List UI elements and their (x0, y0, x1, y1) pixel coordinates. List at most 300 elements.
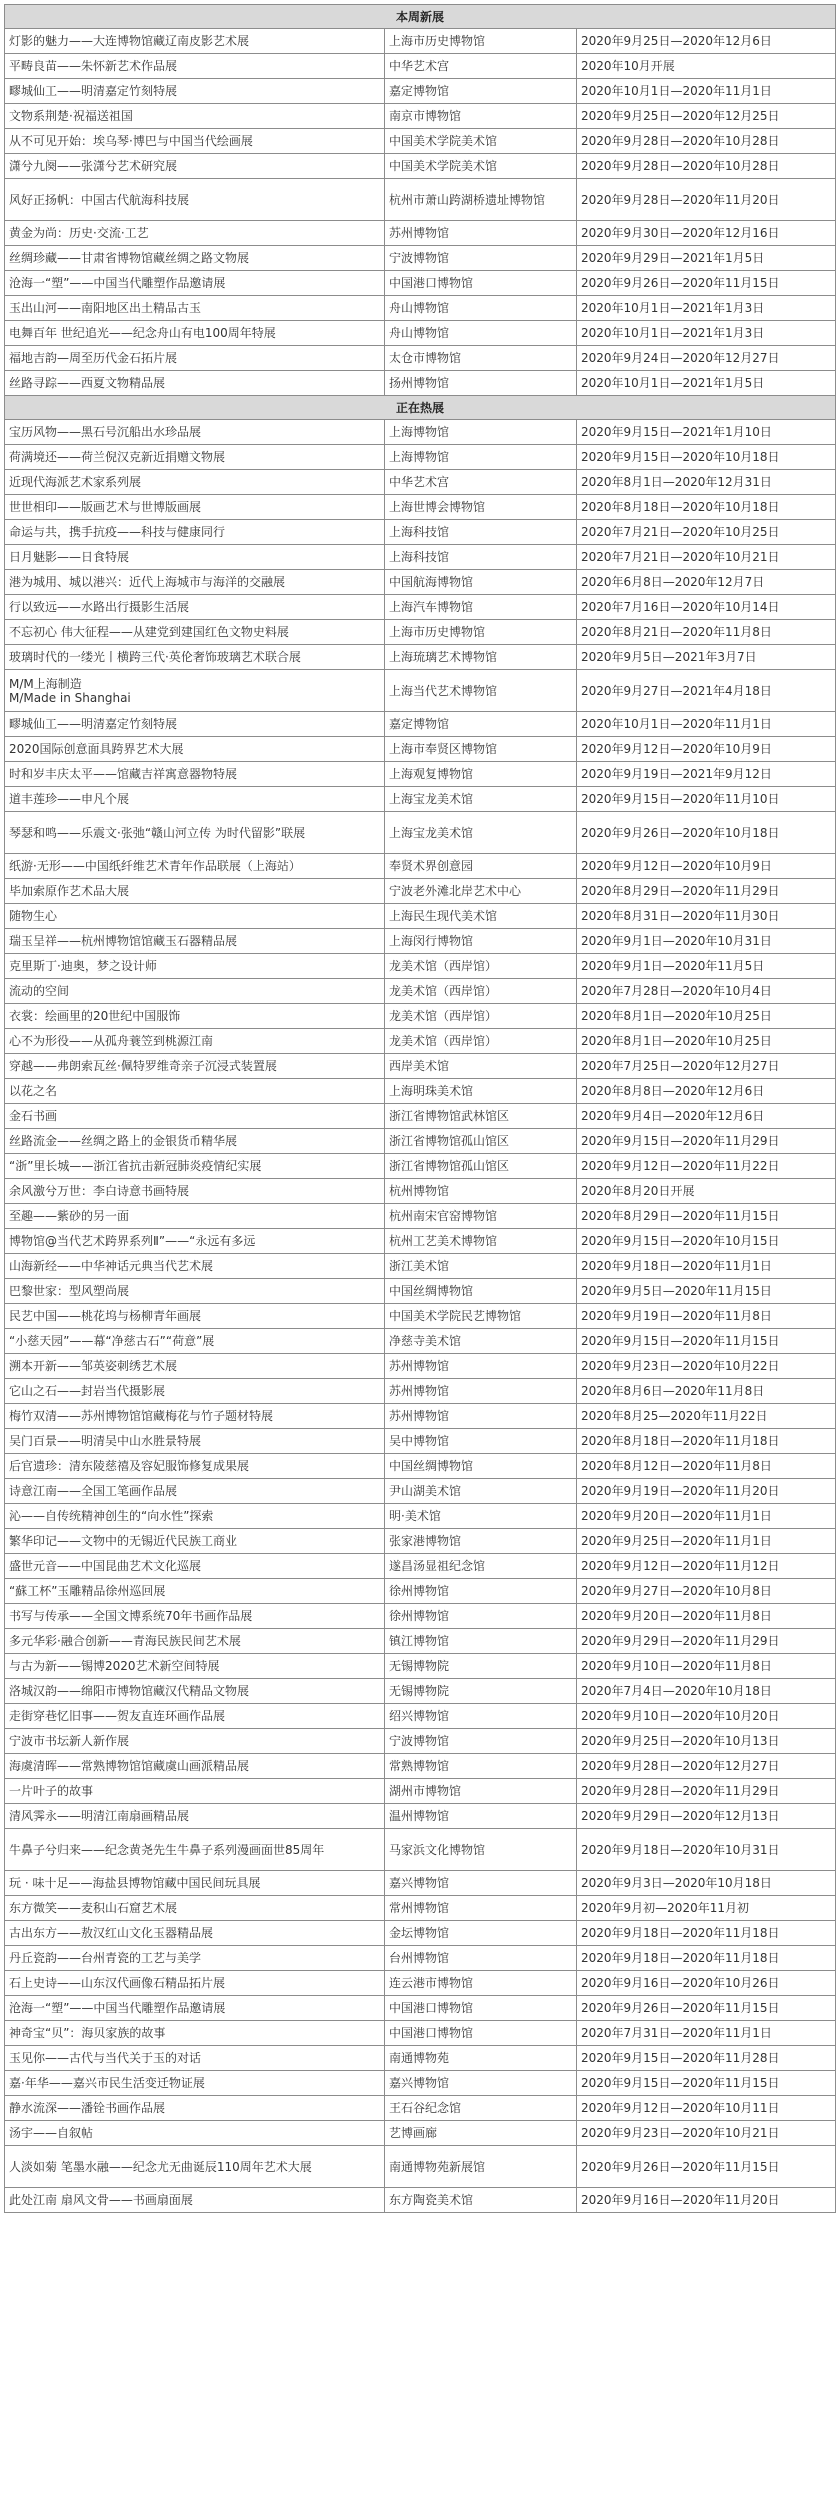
venue: 中国港口博物馆 (385, 271, 577, 296)
venue: 中国美术学院民艺博物馆 (385, 1304, 577, 1329)
venue: 中国港口博物馆 (385, 2021, 577, 2046)
exhibition-name: 时和岁丰庆太平——馆藏吉祥寓意器物特展 (5, 762, 385, 787)
exhibition-name: 福地吉韵—周至历代金石拓片展 (5, 346, 385, 371)
exhibition-name: 黄金为尚：历史·交流·工艺 (5, 221, 385, 246)
table-row (5, 271, 836, 296)
venue: 镇江博物馆 (385, 1629, 577, 1654)
table-row (5, 1229, 836, 1254)
table-row (5, 904, 836, 929)
exhibition-dates: 2020年9月15日—2020年11月28日 (577, 2046, 836, 2071)
exhibition-name: 吴门百景——明清吴中山水胜景特展 (5, 1429, 385, 1454)
exhibition-name: 牛鼻子兮归来——纪念黄尧先生牛鼻子系列漫画面世85周年 (5, 1829, 385, 1871)
table-row (5, 495, 836, 520)
exhibition-dates: 2020年7月31日—2020年11月1日 (577, 2021, 836, 2046)
table-row (5, 1429, 836, 1454)
table-row (5, 645, 836, 670)
exhibition-dates: 2020年9月26日—2020年10月18日 (577, 812, 836, 854)
venue: 上海观复博物馆 (385, 762, 577, 787)
table-row (5, 1379, 836, 1404)
venue: 扬州博物馆 (385, 371, 577, 396)
exhibition-name: 瑞玉呈祥——杭州博物馆馆藏玉石器精品展 (5, 929, 385, 954)
exhibition-name: 丝路寻踪——西夏文物精品展 (5, 371, 385, 396)
venue: 东方陶瓷美术馆 (385, 2188, 577, 2213)
table-row (5, 1329, 836, 1354)
exhibition-name: 书写与传承——全国文博系统70年书画作品展 (5, 1604, 385, 1629)
exhibition-dates: 2020年9月15日—2020年10月15日 (577, 1229, 836, 1254)
table-row (5, 179, 836, 221)
table-row (5, 371, 836, 396)
exhibition-dates: 2020年10月1日—2021年1月5日 (577, 371, 836, 396)
venue: 南通博物苑新展馆 (385, 2146, 577, 2188)
exhibition-dates: 2020年9月16日—2020年10月26日 (577, 1971, 836, 1996)
venue: 上海宝龙美术馆 (385, 812, 577, 854)
exhibition-name: 余风激兮万世：李白诗意书画特展 (5, 1179, 385, 1204)
exhibition-dates: 2020年9月26日—2020年11月15日 (577, 271, 836, 296)
venue: 上海明珠美术馆 (385, 1079, 577, 1104)
exhibition-dates: 2020年10月1日—2020年11月1日 (577, 79, 836, 104)
exhibition-name: 命运与共，携手抗疫——科技与健康同行 (5, 520, 385, 545)
exhibition-name: 世世相印——版画艺术与世博版画展 (5, 495, 385, 520)
exhibition-name: 文物系荆楚·祝福送祖国 (5, 104, 385, 129)
venue: 明·美术馆 (385, 1504, 577, 1529)
exhibition-name: 玉出山河——南阳地区出土精品古玉 (5, 296, 385, 321)
table-row (5, 246, 836, 271)
venue: 杭州工艺美术博物馆 (385, 1229, 577, 1254)
venue: 金坛博物馆 (385, 1921, 577, 1946)
venue: 杭州市萧山跨湖桥遗址博物馆 (385, 179, 577, 221)
table-row (5, 520, 836, 545)
exhibition-dates: 2020年7月21日—2020年10月25日 (577, 520, 836, 545)
exhibition-name: 走街穿巷忆旧事——贺友直连环画作品展 (5, 1704, 385, 1729)
table-row (5, 1921, 836, 1946)
table-row (5, 737, 836, 762)
venue: 龙美术馆（西岸馆） (385, 979, 577, 1004)
exhibition-name: 琴瑟和鸣——乐震文·张弛“赣山河立传 为时代留影”联展 (5, 812, 385, 854)
exhibition-name: 盛世元音——中国昆曲艺术文化巡展 (5, 1554, 385, 1579)
venue: 上海民生现代美术馆 (385, 904, 577, 929)
exhibition-name: 丝绸珍藏——甘肃省博物馆藏丝绸之路文物展 (5, 246, 385, 271)
exhibition-table (4, 4, 836, 2213)
venue: 奉贤术界创意园 (385, 854, 577, 879)
table-row (5, 812, 836, 854)
exhibition-dates: 2020年7月25日—2020年12月27日 (577, 1054, 836, 1079)
venue: 浙江省博物馆孤山馆区 (385, 1154, 577, 1179)
exhibition-dates: 2020年7月16日—2020年10月14日 (577, 595, 836, 620)
venue: 苏州博物馆 (385, 221, 577, 246)
exhibition-dates: 2020年9月15日—2020年10月18日 (577, 445, 836, 470)
exhibition-name: 沁——自传统精神创生的“向水性”探索 (5, 1504, 385, 1529)
exhibition-dates: 2020年8月20日开展 (577, 1179, 836, 1204)
table-row (5, 595, 836, 620)
table-row (5, 2121, 836, 2146)
exhibition-dates: 2020年9月10日—2020年11月8日 (577, 1654, 836, 1679)
exhibition-dates: 2020年8月12日—2020年11月8日 (577, 1454, 836, 1479)
table-row (5, 1304, 836, 1329)
table-row (5, 1029, 836, 1054)
table-row (5, 1604, 836, 1629)
table-row (5, 1354, 836, 1379)
exhibition-name: 梅竹双清——苏州博物馆馆藏梅花与竹子题材特展 (5, 1404, 385, 1429)
exhibition-dates: 2020年9月27日—2020年10月8日 (577, 1579, 836, 1604)
table-row (5, 1704, 836, 1729)
exhibition-name: 从不可见开始：埃乌琴·博巴与中国当代绘画展 (5, 129, 385, 154)
exhibition-name: 荷满境还——荷兰倪汉克新近捐赠文物展 (5, 445, 385, 470)
exhibition-dates: 2020年8月21日—2020年11月8日 (577, 620, 836, 645)
exhibition-dates: 2020年9月29日—2020年11月29日 (577, 1629, 836, 1654)
venue: 南通博物苑 (385, 2046, 577, 2071)
exhibition-dates: 2020年9月28日—2020年12月27日 (577, 1754, 836, 1779)
venue: 上海市历史博物馆 (385, 29, 577, 54)
exhibition-name: 衣裳：绘画里的20世纪中国服饰 (5, 1004, 385, 1029)
exhibition-name: 以花之名 (5, 1079, 385, 1104)
table-row (5, 570, 836, 595)
venue: 中国美术学院美术馆 (385, 154, 577, 179)
exhibition-name: 不忘初心 伟大征程——从建党到建国红色文物史料展 (5, 620, 385, 645)
exhibition-name: 嘉·年华——嘉兴市民生活变迁物证展 (5, 2071, 385, 2096)
table-row (5, 1204, 836, 1229)
venue: 苏州博物馆 (385, 1379, 577, 1404)
venue: 无锡博物院 (385, 1679, 577, 1704)
table-row (5, 1179, 836, 1204)
exhibition-dates: 2020年9月18日—2020年11月1日 (577, 1254, 836, 1279)
exhibition-name: 流动的空间 (5, 979, 385, 1004)
venue: 上海宝龙美术馆 (385, 787, 577, 812)
exhibition-name: 东方微笑——麦积山石窟艺术展 (5, 1896, 385, 1921)
exhibition-name: 汤宇——自叙帖 (5, 2121, 385, 2146)
exhibition-dates: 2020年10月1日—2021年1月3日 (577, 296, 836, 321)
venue: 浙江省博物馆武林馆区 (385, 1104, 577, 1129)
exhibition-name: 港为城用、城以港兴：近代上海城市与海洋的交融展 (5, 570, 385, 595)
exhibition-name: 山海新经——中华神话元典当代艺术展 (5, 1254, 385, 1279)
table-row (5, 545, 836, 570)
venue: 中国丝绸博物馆 (385, 1279, 577, 1304)
exhibition-name: 金石书画 (5, 1104, 385, 1129)
exhibition-dates: 2020年9月29日—2020年12月13日 (577, 1804, 836, 1829)
table-row (5, 1871, 836, 1896)
venue: 嘉定博物馆 (385, 79, 577, 104)
table-row (5, 1054, 836, 1079)
venue: 连云港市博物馆 (385, 1971, 577, 1996)
table-row (5, 129, 836, 154)
venue: 上海市奉贤区博物馆 (385, 737, 577, 762)
exhibition-name: 玻璃时代的一缕光丨横跨三代·英伦奢饰玻璃艺术联合展 (5, 645, 385, 670)
table-row (5, 1404, 836, 1429)
venue: 嘉兴博物馆 (385, 2071, 577, 2096)
table-row (5, 1654, 836, 1679)
exhibition-dates: 2020年8月8日—2020年12月6日 (577, 1079, 836, 1104)
exhibition-dates: 2020年9月5日—2021年3月7日 (577, 645, 836, 670)
venue: 宁波博物馆 (385, 246, 577, 271)
exhibition-name: 近现代海派艺术家系列展 (5, 470, 385, 495)
table-row (5, 420, 836, 445)
exhibition-name: 日月魅影——日食特展 (5, 545, 385, 570)
exhibition-name: 神奇宝“贝”：海贝家族的故事 (5, 2021, 385, 2046)
table-row (5, 787, 836, 812)
exhibition-dates: 2020年9月26日—2020年11月15日 (577, 1996, 836, 2021)
exhibition-dates: 2020年9月23日—2020年10月22日 (577, 1354, 836, 1379)
exhibition-name: 博物馆@当代艺术跨界系列Ⅱ”——“永远有多远 (5, 1229, 385, 1254)
exhibition-dates: 2020年10月开展 (577, 54, 836, 79)
exhibition-dates: 2020年9月19日—2020年11月8日 (577, 1304, 836, 1329)
exhibition-name: 巴黎世家：型风塑尚展 (5, 1279, 385, 1304)
exhibition-name: 它山之石——封岩当代摄影展 (5, 1379, 385, 1404)
venue: 中国丝绸博物馆 (385, 1454, 577, 1479)
exhibition-name: 风好正扬帆：中国古代航海科技展 (5, 179, 385, 221)
venue: 苏州博物馆 (385, 1404, 577, 1429)
exhibition-name: 一片叶子的故事 (5, 1779, 385, 1804)
venue: 太仓市博物馆 (385, 346, 577, 371)
table-row (5, 2021, 836, 2046)
venue: 遂昌汤显祖纪念馆 (385, 1554, 577, 1579)
table-row (5, 1279, 836, 1304)
exhibition-name: 诗意江南——全国工笔画作品展 (5, 1479, 385, 1504)
table-row (5, 1554, 836, 1579)
table-row (5, 854, 836, 879)
exhibition-dates: 2020年6月8日—2020年12月7日 (577, 570, 836, 595)
exhibition-dates: 2020年10月1日—2021年1月3日 (577, 321, 836, 346)
exhibition-dates: 2020年9月12日—2020年10月9日 (577, 854, 836, 879)
exhibition-name: 沧海一“塑”——中国当代雕塑作品邀请展 (5, 1996, 385, 2021)
table-row (5, 1779, 836, 1804)
exhibition-name: 疁城仙工——明清嘉定竹刻特展 (5, 712, 385, 737)
table-row (5, 2146, 836, 2188)
exhibition-dates: 2020年8月29日—2020年11月15日 (577, 1204, 836, 1229)
exhibition-dates: 2020年9月20日—2020年11月1日 (577, 1504, 836, 1529)
venue: 中华艺术宫 (385, 470, 577, 495)
table-row (5, 670, 836, 712)
table-row (5, 1829, 836, 1871)
venue: 吴中博物馆 (385, 1429, 577, 1454)
section-title: 正在热展 (5, 396, 836, 420)
exhibition-dates: 2020年8月29日—2020年11月29日 (577, 879, 836, 904)
venue: 徐州博物馆 (385, 1579, 577, 1604)
venue: 台州博物馆 (385, 1946, 577, 1971)
venue: 上海科技馆 (385, 545, 577, 570)
venue: 温州博物馆 (385, 1804, 577, 1829)
venue: 中华艺术宫 (385, 54, 577, 79)
venue: 上海汽车博物馆 (385, 595, 577, 620)
exhibition-name: “蘇工杯”玉雕精品徐州巡回展 (5, 1579, 385, 1604)
exhibition-name: 丝路流金——丝绸之路上的金银货币精华展 (5, 1129, 385, 1154)
exhibition-dates: 2020年9月28日—2020年10月28日 (577, 129, 836, 154)
exhibition-dates: 2020年9月25日—2020年12月6日 (577, 29, 836, 54)
exhibition-name: M/M上海制造 M/Made in Shanghai (5, 670, 385, 712)
exhibition-name: 宝历风物——黑石号沉船出水珍品展 (5, 420, 385, 445)
exhibition-name: 2020国际创意面具跨界艺术大展 (5, 737, 385, 762)
exhibition-name: 宁波市书坛新人新作展 (5, 1729, 385, 1754)
exhibition-listing (4, 4, 835, 2213)
exhibition-dates: 2020年9月1日—2020年10月31日 (577, 929, 836, 954)
table-row (5, 1004, 836, 1029)
venue: 杭州南宋官窑博物馆 (385, 1204, 577, 1229)
venue: 舟山博物馆 (385, 296, 577, 321)
table-row (5, 29, 836, 54)
venue: 绍兴博物馆 (385, 1704, 577, 1729)
exhibition-name: 疁城仙工——明清嘉定竹刻特展 (5, 79, 385, 104)
venue: 王石谷纪念馆 (385, 2096, 577, 2121)
venue: 上海博物馆 (385, 445, 577, 470)
table-row (5, 1154, 836, 1179)
venue: 龙美术馆（西岸馆） (385, 1004, 577, 1029)
table-row (5, 1579, 836, 1604)
exhibition-dates: 2020年9月29日—2021年1月5日 (577, 246, 836, 271)
venue: 湖州市博物馆 (385, 1779, 577, 1804)
table-row (5, 2188, 836, 2213)
exhibition-dates: 2020年9月18日—2020年11月18日 (577, 1946, 836, 1971)
venue: 常州博物馆 (385, 1896, 577, 1921)
exhibition-name: 行以致远——水路出行摄影生活展 (5, 595, 385, 620)
venue: 上海当代艺术博物馆 (385, 670, 577, 712)
table-row (5, 1996, 836, 2021)
exhibition-dates: 2020年9月15日—2020年11月15日 (577, 2071, 836, 2096)
table-row (5, 79, 836, 104)
table-row (5, 104, 836, 129)
exhibition-name: 至趣——紫砂的另一面 (5, 1204, 385, 1229)
table-row (5, 445, 836, 470)
section-header (5, 396, 836, 420)
exhibition-dates: 2020年9月12日—2020年11月12日 (577, 1554, 836, 1579)
exhibition-dates: 2020年9月3日—2020年10月18日 (577, 1871, 836, 1896)
table-row (5, 470, 836, 495)
exhibition-name: 丹丘瓷韵——台州青瓷的工艺与美学 (5, 1946, 385, 1971)
venue: 中国航海博物馆 (385, 570, 577, 595)
exhibition-dates: 2020年9月25日—2020年12月25日 (577, 104, 836, 129)
venue: 杭州博物馆 (385, 1179, 577, 1204)
venue: 尹山湖美术馆 (385, 1479, 577, 1504)
table-row (5, 762, 836, 787)
venue: 上海琉璃艺术博物馆 (385, 645, 577, 670)
exhibition-dates: 2020年9月30日—2020年12月16日 (577, 221, 836, 246)
exhibition-name: 与古为新——锡博2020艺术新空间特展 (5, 1654, 385, 1679)
venue: 龙美术馆（西岸馆） (385, 954, 577, 979)
venue: 西岸美术馆 (385, 1054, 577, 1079)
exhibition-dates: 2020年8月25—2020年11月22日 (577, 1404, 836, 1429)
table-row (5, 2096, 836, 2121)
exhibition-name: 民艺中国——桃花坞与杨柳青年画展 (5, 1304, 385, 1329)
exhibition-dates: 2020年9月24日—2020年12月27日 (577, 346, 836, 371)
table-row (5, 2046, 836, 2071)
exhibition-dates: 2020年9月12日—2020年11月22日 (577, 1154, 836, 1179)
venue: 净慈寺美术馆 (385, 1329, 577, 1354)
venue: 艺博画廊 (385, 2121, 577, 2146)
exhibition-dates: 2020年9月15日—2020年11月10日 (577, 787, 836, 812)
venue: 徐州博物馆 (385, 1604, 577, 1629)
table-row (5, 1079, 836, 1104)
exhibition-name: “浙”里长城——浙江省抗击新冠肺炎疫情纪实展 (5, 1154, 385, 1179)
table-row (5, 1804, 836, 1829)
exhibition-name: 石上史诗——山东汉代画像石精品拓片展 (5, 1971, 385, 1996)
table-row (5, 1729, 836, 1754)
venue: 上海科技馆 (385, 520, 577, 545)
exhibition-name: 平畴良苗——朱怀新艺术作品展 (5, 54, 385, 79)
exhibition-dates: 2020年7月21日—2020年10月21日 (577, 545, 836, 570)
table-row (5, 979, 836, 1004)
exhibition-dates: 2020年9月12日—2020年10月11日 (577, 2096, 836, 2121)
table-row (5, 296, 836, 321)
venue: 上海市历史博物馆 (385, 620, 577, 645)
venue: 龙美术馆（西岸馆） (385, 1029, 577, 1054)
exhibition-dates: 2020年9月18日—2020年11月18日 (577, 1921, 836, 1946)
venue: 中国港口博物馆 (385, 1996, 577, 2021)
exhibition-dates: 2020年7月4日—2020年10月18日 (577, 1679, 836, 1704)
venue: 张家港博物馆 (385, 1529, 577, 1554)
exhibition-dates: 2020年8月18日—2020年10月18日 (577, 495, 836, 520)
venue: 上海世博会博物馆 (385, 495, 577, 520)
exhibition-dates: 2020年9月12日—2020年10月9日 (577, 737, 836, 762)
table-row (5, 1479, 836, 1504)
exhibition-name: 人淡如菊 笔墨水融——纪念尤无曲诞辰110周年艺术大展 (5, 2146, 385, 2188)
exhibition-dates: 2020年8月1日—2020年10月25日 (577, 1029, 836, 1054)
exhibition-name: 洛城汉韵——绵阳市博物馆藏汉代精品文物展 (5, 1679, 385, 1704)
exhibition-dates: 2020年9月15日—2021年1月10日 (577, 420, 836, 445)
table-row (5, 1754, 836, 1779)
exhibition-name: 玉见你——古代与当代关于玉的对话 (5, 2046, 385, 2071)
exhibition-dates: 2020年8月6日—2020年11月8日 (577, 1379, 836, 1404)
exhibition-name: 心不为形役——从孤舟蓑笠到桃源江南 (5, 1029, 385, 1054)
exhibition-name: 穿越——弗朗索瓦丝·佩特罗维奇亲子沉浸式装置展 (5, 1054, 385, 1079)
exhibition-dates: 2020年9月28日—2020年11月29日 (577, 1779, 836, 1804)
table-row (5, 321, 836, 346)
exhibition-dates: 2020年9月27日—2021年4月18日 (577, 670, 836, 712)
exhibition-name: 后官遗珍：清东陵慈禧及容妃服饰修复成果展 (5, 1454, 385, 1479)
exhibition-name: 溯本开新——邹英姿刺绣艺术展 (5, 1354, 385, 1379)
exhibition-name: 多元华彩·融合创新——青海民族民间艺术展 (5, 1629, 385, 1654)
exhibition-dates: 2020年9月28日—2020年11月20日 (577, 179, 836, 221)
exhibition-dates: 2020年9月19日—2021年9月12日 (577, 762, 836, 787)
table-row (5, 1629, 836, 1654)
exhibition-name: 克里斯丁·迪奥，梦之设计师 (5, 954, 385, 979)
exhibition-dates: 2020年9月5日—2020年11月15日 (577, 1279, 836, 1304)
section-header (5, 5, 836, 29)
venue: 上海闵行博物馆 (385, 929, 577, 954)
exhibition-name: 繁华印记——文物中的无锡近代民族工商业 (5, 1529, 385, 1554)
exhibition-dates: 2020年9月初—2020年11月初 (577, 1896, 836, 1921)
exhibition-name: 此处江南 扇风文骨——书画扇面展 (5, 2188, 385, 2213)
venue: 常熟博物馆 (385, 1754, 577, 1779)
exhibition-dates: 2020年8月1日—2020年10月25日 (577, 1004, 836, 1029)
exhibition-dates: 2020年7月28日—2020年10月4日 (577, 979, 836, 1004)
exhibition-dates: 2020年8月1日—2020年12月31日 (577, 470, 836, 495)
exhibition-name: 静水流深——潘铨书画作品展 (5, 2096, 385, 2121)
exhibition-name: 纸游·无形——中国纸纤维艺术青年作品联展（上海站） (5, 854, 385, 879)
exhibition-dates: 2020年9月15日—2020年11月29日 (577, 1129, 836, 1154)
exhibition-name: 潇兮九阕——张潇兮艺术研究展 (5, 154, 385, 179)
table-row (5, 1529, 836, 1554)
venue: 苏州博物馆 (385, 1354, 577, 1379)
exhibition-dates: 2020年9月23日—2020年10月21日 (577, 2121, 836, 2146)
table-row (5, 929, 836, 954)
exhibition-name: 随物生心 (5, 904, 385, 929)
exhibition-dates: 2020年9月15日—2020年11月15日 (577, 1329, 836, 1354)
venue: 宁波博物馆 (385, 1729, 577, 1754)
table-row (5, 221, 836, 246)
venue: 浙江美术馆 (385, 1254, 577, 1279)
exhibition-dates: 2020年9月16日—2020年11月20日 (577, 2188, 836, 2213)
table-row (5, 154, 836, 179)
exhibition-dates: 2020年9月25日—2020年11月1日 (577, 1529, 836, 1554)
venue: 嘉定博物馆 (385, 712, 577, 737)
exhibition-dates: 2020年10月1日—2020年11月1日 (577, 712, 836, 737)
venue: 上海博物馆 (385, 420, 577, 445)
exhibition-name: 古出东方——敖汉红山文化玉器精品展 (5, 1921, 385, 1946)
table-row (5, 1679, 836, 1704)
exhibition-name: “小慈天园”——幕“净慈古石”“荷意”展 (5, 1329, 385, 1354)
table-row (5, 346, 836, 371)
table-row (5, 1504, 836, 1529)
exhibition-dates: 2020年9月28日—2020年10月28日 (577, 154, 836, 179)
section-title: 本周新展 (5, 5, 836, 29)
exhibition-name: 电舞百年 世纪追光——纪念舟山有电100周年特展 (5, 321, 385, 346)
